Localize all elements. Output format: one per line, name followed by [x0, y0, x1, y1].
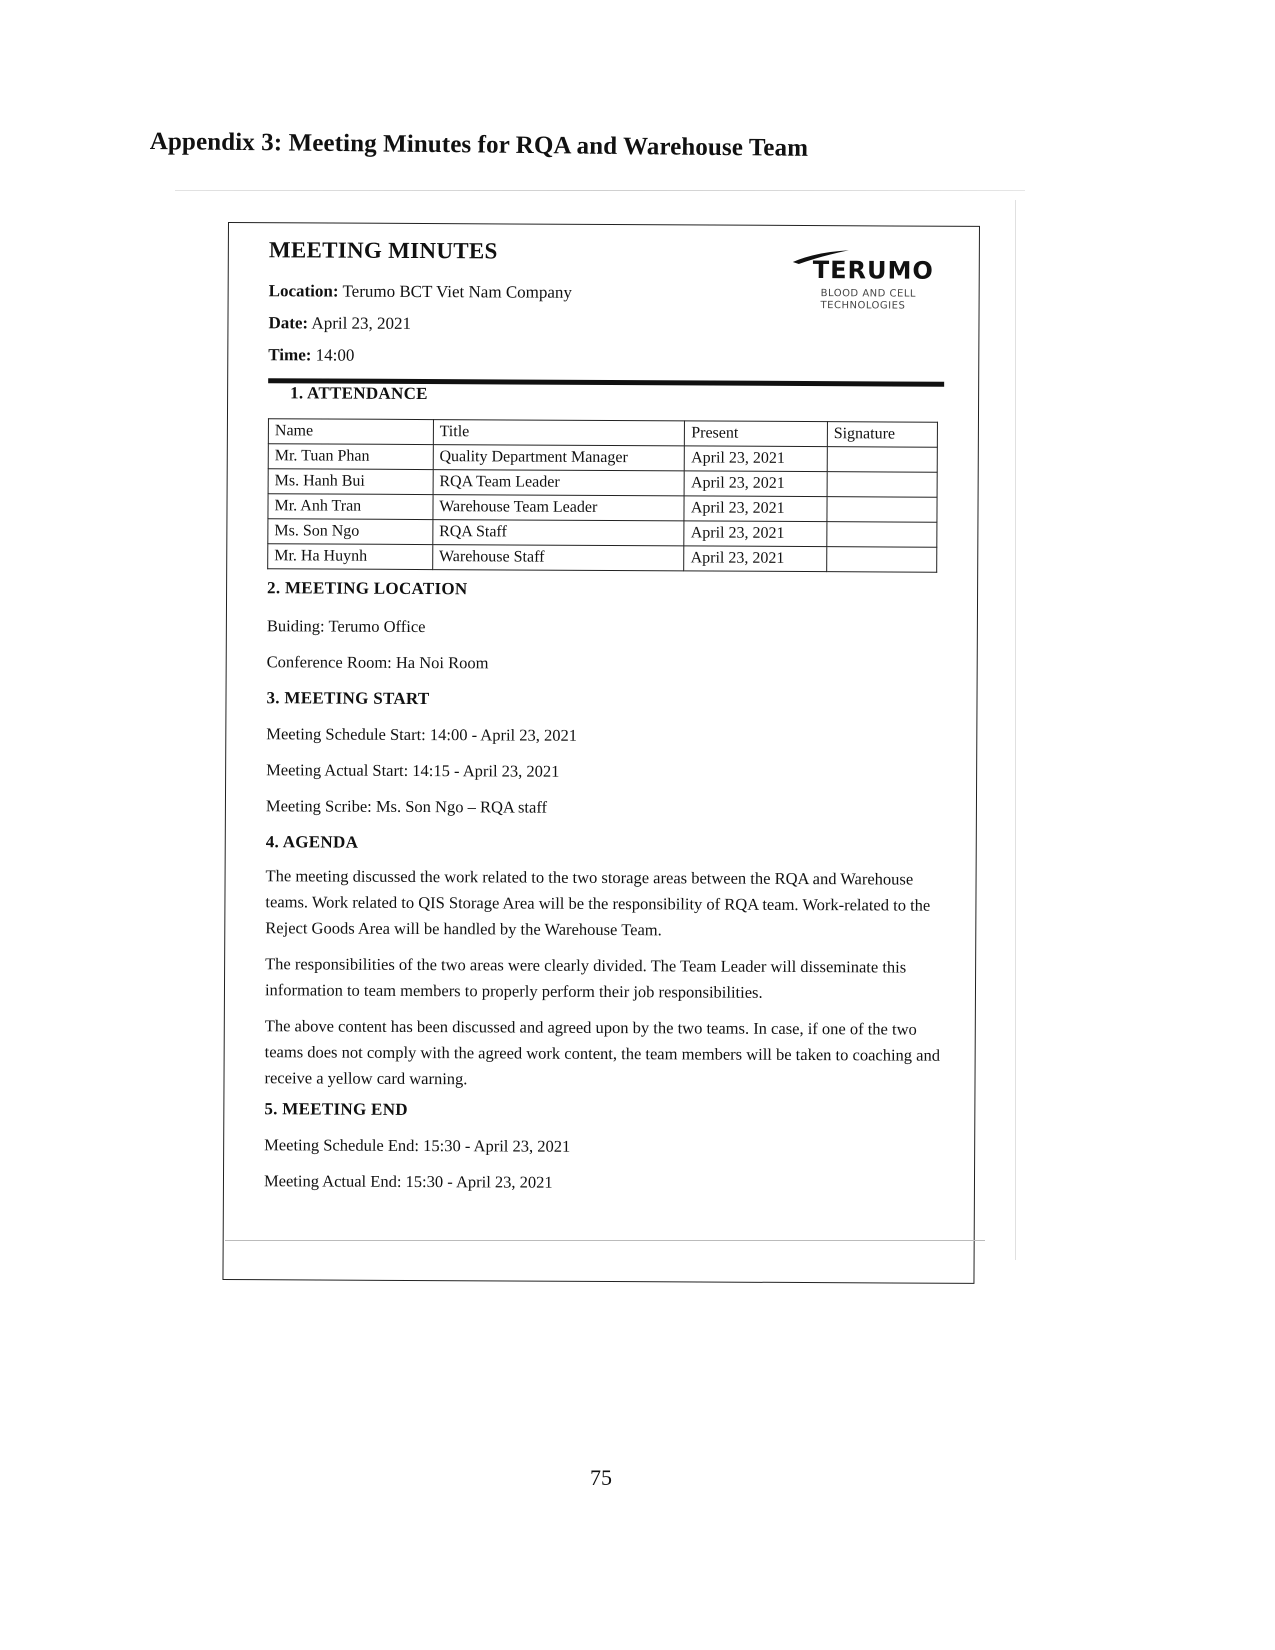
- cell-title: Warehouse Team Leader: [433, 495, 685, 521]
- cell-present: April 23, 2021: [684, 521, 827, 547]
- scan-divider: [175, 190, 1025, 191]
- meeting-end-heading: 5. MEETING END: [264, 1099, 408, 1119]
- conference-room-line: Conference Room: Ha Noi Room: [266, 652, 489, 673]
- cell-title: Warehouse Staff: [432, 545, 684, 571]
- time-label: Time:: [268, 345, 312, 365]
- cell-title: RQA Team Leader: [433, 470, 685, 496]
- building-line: Buiding: Terumo Office: [266, 616, 426, 637]
- agenda-paragraph-3: The above content has been discussed and agreed upon by the two teams. In case, if one of the two teams does not comply with the agreed work content, the team members will be taken to coaching and receive a yellow card warning.: [264, 1016, 941, 1089]
- column-header-signature: Signature: [827, 422, 937, 448]
- table-row: [268, 544, 937, 573]
- column-header-name: Name: [268, 419, 433, 445]
- cell-signature: [827, 547, 937, 573]
- schedule-start-line: Meeting Schedule Start: 14:00 - April 23, 2021: [266, 724, 578, 745]
- date-value: April 23, 2021: [311, 313, 412, 333]
- date-line: [268, 313, 411, 334]
- location-value: Terumo BCT Viet Nam Company: [342, 281, 573, 302]
- cell-signature: [827, 497, 937, 523]
- table-row: [268, 519, 937, 548]
- cell-signature: [827, 447, 937, 473]
- schedule-end-line: Meeting Schedule End: 15:30 - April 23, 2021: [264, 1135, 571, 1156]
- cell-title: Quality Department Manager: [433, 445, 685, 471]
- cell-name: Ms. Hanh Bui: [268, 469, 433, 495]
- logo-tagline-line2: TECHNOLOGIES: [820, 300, 906, 312]
- agenda-paragraph-2: The responsibilities of the two areas were clearly divided. The Team Leader will disseminate this information to team members to properly perform their job responsibilities.: [264, 954, 907, 1002]
- cell-name: Mr. Ha Huynh: [268, 544, 433, 570]
- cell-name: Ms. Son Ngo: [268, 519, 433, 545]
- table-row: [268, 494, 937, 523]
- meeting-location-heading: 2. MEETING LOCATION: [267, 578, 468, 599]
- cell-present: April 23, 2021: [685, 446, 828, 472]
- agenda-heading: 4. AGENDA: [265, 832, 359, 852]
- actual-start-line: Meeting Actual Start: 14:15 - April 23, 2021: [266, 760, 560, 781]
- time-line: [268, 345, 354, 365]
- cell-signature: [827, 472, 937, 498]
- scribe-line: Meeting Scribe: Ms. Son Ngo – RQA staff: [265, 796, 548, 817]
- actual-end-line: Meeting Actual End: 15:30 - April 23, 2021: [263, 1171, 553, 1192]
- scan-shadow: [225, 1240, 985, 1241]
- appendix-title: Appendix 3: Meeting Minutes for RQA and Warehouse Team: [149, 128, 809, 162]
- attendance-table: [267, 418, 938, 573]
- agenda-paragraph-1: The meeting discussed the work related to the two storage areas between the RQA and Warehouse teams. Work related to QIS Storage Area will be the responsibility of RQA team. Work-related to the Reject Goods Area will be handled by the Warehouse Team.: [265, 866, 931, 940]
- cell-present: April 23, 2021: [684, 496, 827, 522]
- meeting-start-heading: 3. MEETING START: [266, 688, 430, 709]
- cell-title: RQA Staff: [433, 520, 685, 546]
- date-label: Date:: [268, 313, 309, 333]
- document-title: MEETING MINUTES: [268, 237, 498, 264]
- cell-name: Mr. Anh Tran: [268, 494, 433, 520]
- logo-tagline-line1: BLOOD AND CELL: [820, 288, 917, 300]
- page-number: 75: [590, 1465, 612, 1490]
- scan-edge: [1015, 200, 1016, 1260]
- table-row: [268, 469, 937, 498]
- logo-tagline: [821, 288, 916, 312]
- table-row: [268, 444, 937, 473]
- column-header-present: Present: [685, 421, 828, 447]
- table-header-row: [268, 419, 937, 448]
- time-value: 14:00: [315, 345, 355, 365]
- cell-name: Mr. Tuan Phan: [268, 444, 433, 470]
- column-header-title: Title: [433, 420, 685, 446]
- attendance-heading: 1. ATTENDANCE: [290, 383, 428, 404]
- logo-wordmark: TERUMO: [812, 256, 934, 285]
- cell-present: April 23, 2021: [684, 546, 827, 572]
- cell-signature: [827, 522, 937, 548]
- cell-present: April 23, 2021: [684, 471, 827, 497]
- meeting-minutes-document: [222, 222, 980, 1284]
- location-label: Location:: [268, 281, 339, 301]
- location-line: [269, 281, 572, 303]
- terumo-logo: [791, 248, 951, 319]
